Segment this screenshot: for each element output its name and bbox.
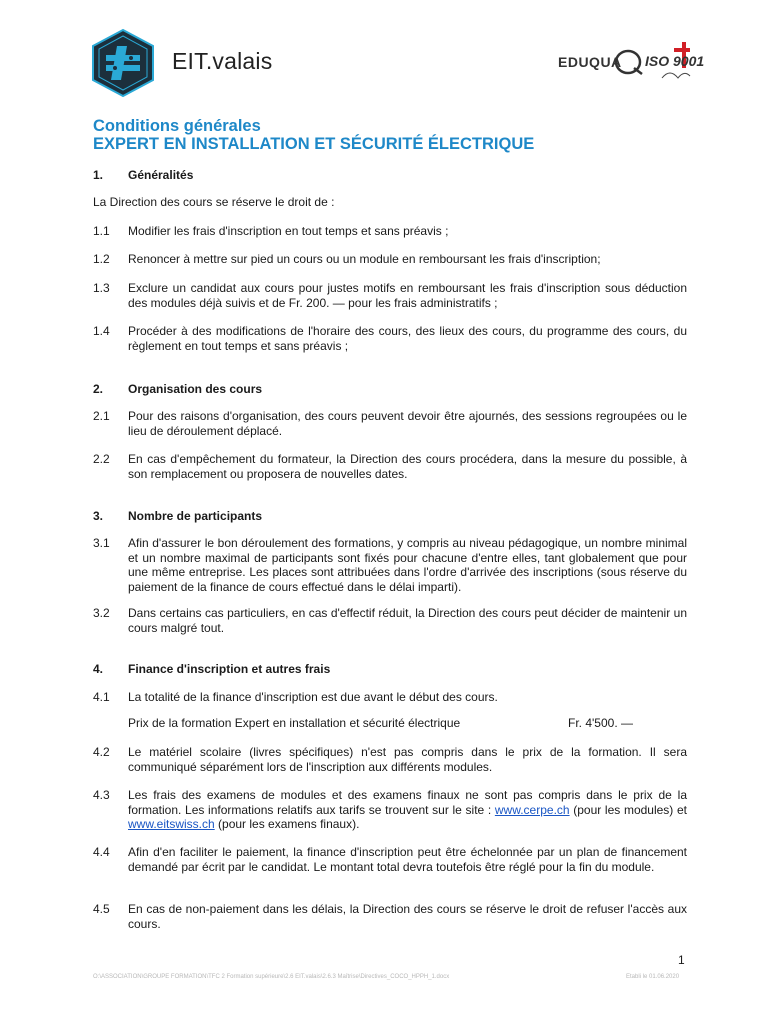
section-number: 3. [93, 509, 104, 523]
item-text: Afin d'assurer le bon déroulement des formations, y compris au niveau pédagogique, un nombre minimal et un nombre maximal de participants sont fixés pour chacune d'entre elles, tant globalement que pour une même entreprise. Les places sont attribuées dans l'ordre d'arrivée des inscriptions (sous réserve du paiement de la finance de cours effectué dans le délai imparti). [128, 536, 687, 594]
eduqua-logo-text: EDUQUA [558, 54, 622, 70]
item-number: 1.3 [93, 281, 110, 295]
item-number: 1.1 [93, 224, 110, 238]
item-number: 4.4 [93, 845, 110, 859]
item-text: Le matériel scolaire (livres spécifiques) n'est pas compris dans le prix de la formation. Il sera communiqué séparément lors de l'inscription aux différents modules. [128, 745, 687, 774]
item-text: Pour des raisons d'organisation, des cours peuvent devoir être ajournés, des sessions regroupées ou le lieu de déroulement déplacé. [128, 409, 687, 438]
item-text-part: (pour les examens finaux). [214, 817, 360, 831]
section-intro: La Direction des cours se réserve le droit de : [93, 195, 335, 209]
list-item [93, 324, 687, 353]
list-item [93, 845, 687, 874]
item-text: Renoncer à mettre sur pied un cours ou un module en remboursant les frais d'inscription; [128, 252, 601, 266]
item-text: La totalité de la finance d'inscription est due avant le début des cours. [128, 690, 498, 704]
item-text: En cas de non-paiement dans les délais, la Direction des cours se réserve le droit de refuser l'accès aux cours. [128, 902, 687, 931]
price-value: Fr. 4'500. — [568, 716, 633, 730]
item-text [128, 788, 687, 832]
footer-file-path: O:\ASSOCIATION\GROUPE FORMATION\TFC 2 Formation supérieure\2.6 EIT.valais\2.6.3 Maîtrise\Directives_COCO_HPPH_1.docx [93, 974, 450, 980]
item-text-part: Les frais des examens de modules et des examens finaux ne sont pas compris dans le prix de la formation. Les informations relatifs aux tarifs se trouvent sur le site : [128, 788, 687, 817]
item-text: Exclure un candidat aux cours pour justes motifs en remboursant les frais d'inscription sous déduction des modules déjà suivis et de Fr. 200. — pour les frais administratifs ; [128, 281, 687, 310]
iso-logo-text: ISO 9001 [645, 53, 705, 69]
price-line [128, 716, 648, 730]
item-text: Procéder à des modifications de l'horaire des cours, des lieux des cours, du programme des cours, du règlement en tout temps et sans préavis ; [128, 324, 687, 353]
section-title: Finance d'inscription et autres frais [128, 662, 331, 676]
section-title: Généralités [128, 168, 194, 182]
eit-valais-logo-icon [91, 28, 155, 98]
list-item [93, 252, 687, 267]
list-item [93, 745, 687, 774]
section-number: 1. [93, 168, 104, 182]
item-number: 1.2 [93, 252, 110, 266]
item-text: Afin d'en faciliter le paiement, la finance d'inscription peut être échelonnée par un plan de financement demandé par écrit par le candidat. Le montant total devra toutefois être réglé pour la fin du module. [128, 845, 687, 874]
price-label: Prix de la formation Expert en installation et sécurité électrique [128, 716, 461, 730]
list-item [93, 606, 687, 635]
item-number: 4.2 [93, 745, 110, 759]
footer-date: Etabli le 01.06.2020 [626, 974, 680, 980]
list-item [93, 224, 687, 239]
cerpe-link[interactable]: www.cerpe.ch [494, 802, 570, 817]
section-title: Nombre de participants [128, 509, 263, 523]
list-item [93, 902, 687, 931]
section-number: 4. [93, 662, 104, 676]
item-number: 1.4 [93, 324, 110, 338]
eitswiss-link[interactable]: www.eitswiss.ch [128, 817, 215, 831]
item-number: 4.5 [93, 902, 110, 916]
list-item [93, 536, 687, 594]
doc-subtitle: EXPERT EN INSTALLATION ET SÉCURITÉ ÉLECTRIQUE [93, 135, 535, 153]
item-text-part: (pour les modules) et [569, 802, 687, 817]
list-item [93, 690, 687, 705]
section-title: Organisation des cours [128, 382, 263, 396]
doc-title: Conditions générales [93, 117, 261, 135]
page-number: 1 [678, 953, 685, 967]
item-text: En cas d'empêchement du formateur, la Direction des cours procédera, dans la mesure du possible, à son remplacement ou proposera de nouvelles dates. [128, 452, 687, 481]
item-number: 3.2 [93, 606, 110, 620]
item-text: Modifier les frais d'inscription en tout temps et sans préavis ; [128, 224, 449, 238]
section-number: 2. [93, 382, 104, 396]
item-text: Dans certains cas particuliers, en cas d'effectif réduit, la Direction des cours peut décider de maintenir un cours malgré tout. [128, 606, 687, 635]
item-number: 4.1 [93, 690, 110, 704]
brand-name: EIT.valais [172, 48, 273, 74]
list-item [93, 409, 687, 438]
list-item [93, 281, 687, 310]
item-number: 2.2 [93, 452, 110, 466]
item-number: 2.1 [93, 409, 110, 423]
item-number: 3.1 [93, 536, 110, 550]
list-item [93, 788, 687, 832]
list-item [93, 452, 687, 481]
item-number: 4.3 [93, 788, 110, 802]
